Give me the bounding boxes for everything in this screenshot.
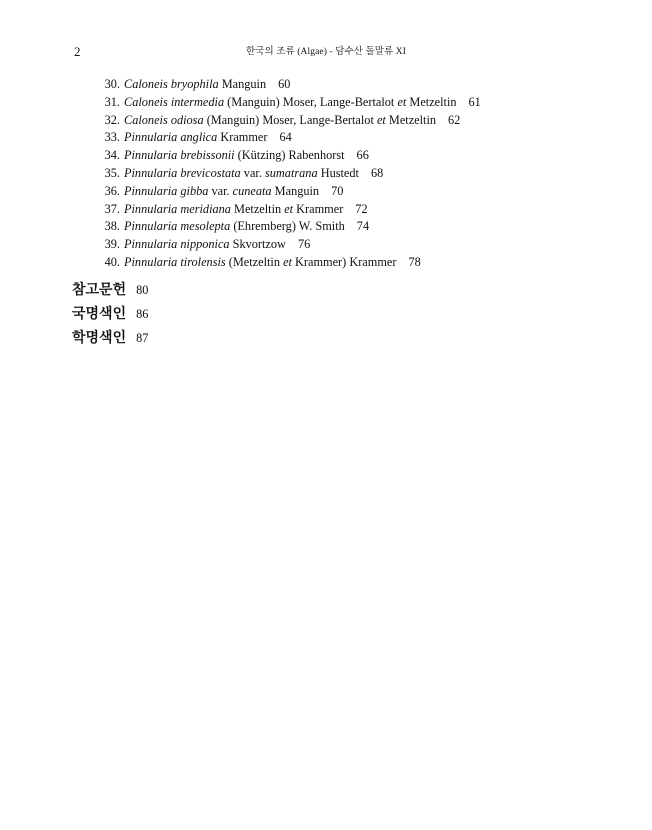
species-epithet: brebissonii xyxy=(180,148,235,163)
variety-name: cuneata xyxy=(232,183,272,198)
page-ref: 74 xyxy=(356,219,370,234)
section-title: 참고문헌 xyxy=(72,282,127,298)
toc-entry[interactable] xyxy=(96,94,481,112)
entry-number: 37. xyxy=(104,201,120,216)
page-ref: 64 xyxy=(279,130,292,145)
author-conjunction: et xyxy=(376,112,386,127)
genus-name: Pinnularia xyxy=(124,130,178,145)
entry-number: 31. xyxy=(104,94,120,109)
genus-name: Caloneis xyxy=(124,112,168,127)
running-header: 한국의 조류 (Algae) - 담수산 돌말류 XI xyxy=(245,47,407,57)
page-ref: 87 xyxy=(136,331,149,345)
author-citation: (Ehremberg) W. Smith xyxy=(233,219,345,234)
section-list xyxy=(72,278,148,350)
author-citation: Krammer) Krammer xyxy=(295,254,397,269)
page-ref: 80 xyxy=(136,283,149,297)
section-entry-korean-index[interactable] xyxy=(72,302,148,326)
toc-entry[interactable] xyxy=(96,129,481,147)
section-entry-references[interactable] xyxy=(72,278,148,302)
species-epithet: bryophila xyxy=(170,77,219,91)
entry-number: 36. xyxy=(104,183,120,198)
species-epithet: tirolensis xyxy=(180,254,226,269)
entry-number: 38. xyxy=(104,219,120,234)
author-citation: Krammer xyxy=(296,201,344,216)
species-epithet: intermedia xyxy=(170,94,225,109)
toc-entry[interactable] xyxy=(96,165,481,183)
author-citation: Manguin xyxy=(221,77,267,91)
toc-entry[interactable] xyxy=(96,76,481,94)
author-citation: Metzeltin xyxy=(388,112,437,127)
page-ref: 62 xyxy=(448,112,461,127)
author-citation: (Kützing) Rabenhorst xyxy=(237,148,345,163)
entry-number: 32. xyxy=(104,112,120,127)
genus-name: Pinnularia xyxy=(124,219,178,234)
page-ref: 60 xyxy=(278,77,291,91)
section-title: 학명색인 xyxy=(72,330,127,346)
section-title: 국명색인 xyxy=(72,306,127,322)
genus-name: Pinnularia xyxy=(124,183,178,198)
genus-name: Pinnularia xyxy=(124,201,178,216)
author-citation: Metzeltin xyxy=(234,201,282,216)
section-entry-scientific-index[interactable] xyxy=(72,326,148,350)
entry-number: 35. xyxy=(104,165,120,180)
author-citation: Metzeltin xyxy=(409,94,457,109)
page-number: 2 xyxy=(74,44,81,59)
variety-label: var. xyxy=(243,165,262,180)
author-citation: Skvortzow xyxy=(232,237,286,252)
page-ref: 78 xyxy=(408,254,421,269)
genus-name: Pinnularia xyxy=(124,254,178,269)
genus-name: Caloneis xyxy=(124,77,168,91)
genus-name: Caloneis xyxy=(124,94,168,109)
entry-number: 34. xyxy=(104,148,120,163)
entry-number: 33. xyxy=(104,130,120,145)
entry-number: 40. xyxy=(104,254,120,269)
species-epithet: nipponica xyxy=(180,237,230,252)
species-epithet: anglica xyxy=(180,130,218,145)
page-ref: 72 xyxy=(355,201,368,216)
toc-entry[interactable] xyxy=(96,236,481,254)
author-citation: (Manguin) Moser, Lange-Bertalot xyxy=(206,112,374,127)
entry-number: 39. xyxy=(104,237,120,252)
genus-name: Pinnularia xyxy=(124,165,178,180)
author-citation: Hustedt xyxy=(320,165,359,180)
species-epithet: odiosa xyxy=(170,112,204,127)
toc-entry[interactable] xyxy=(96,112,481,130)
species-epithet: gibba xyxy=(180,183,209,198)
author-citation: (Manguin) Moser, Lange-Bertalot xyxy=(227,94,395,109)
author-citation: (Metzeltin xyxy=(228,254,280,269)
author-citation: Manguin xyxy=(274,183,320,198)
page-ref: 61 xyxy=(468,94,481,109)
page-ref: 68 xyxy=(370,165,384,180)
variety-name: sumatrana xyxy=(264,165,318,180)
toc-entry[interactable] xyxy=(96,218,481,236)
toc-entry[interactable] xyxy=(96,201,481,219)
species-epithet: meridiana xyxy=(180,201,231,216)
author-citation: Krammer xyxy=(220,130,268,145)
genus-name: Pinnularia xyxy=(124,237,178,252)
toc-entry[interactable] xyxy=(96,183,481,201)
variety-label: var. xyxy=(211,183,230,198)
page-ref: 76 xyxy=(297,237,311,252)
author-conjunction: et xyxy=(284,201,294,216)
author-conjunction: et xyxy=(397,94,407,109)
genus-name: Pinnularia xyxy=(124,148,178,163)
entry-number: 30. xyxy=(104,77,120,91)
page-ref: 70 xyxy=(331,183,344,198)
species-epithet: mesolepta xyxy=(180,219,231,234)
page-ref: 86 xyxy=(136,307,149,321)
page-ref: 66 xyxy=(356,148,369,163)
toc-entry[interactable] xyxy=(96,147,481,165)
toc-entry[interactable] xyxy=(96,254,481,272)
species-epithet: brevicostata xyxy=(180,165,241,180)
author-conjunction: et xyxy=(283,254,292,269)
toc-list xyxy=(96,76,481,272)
